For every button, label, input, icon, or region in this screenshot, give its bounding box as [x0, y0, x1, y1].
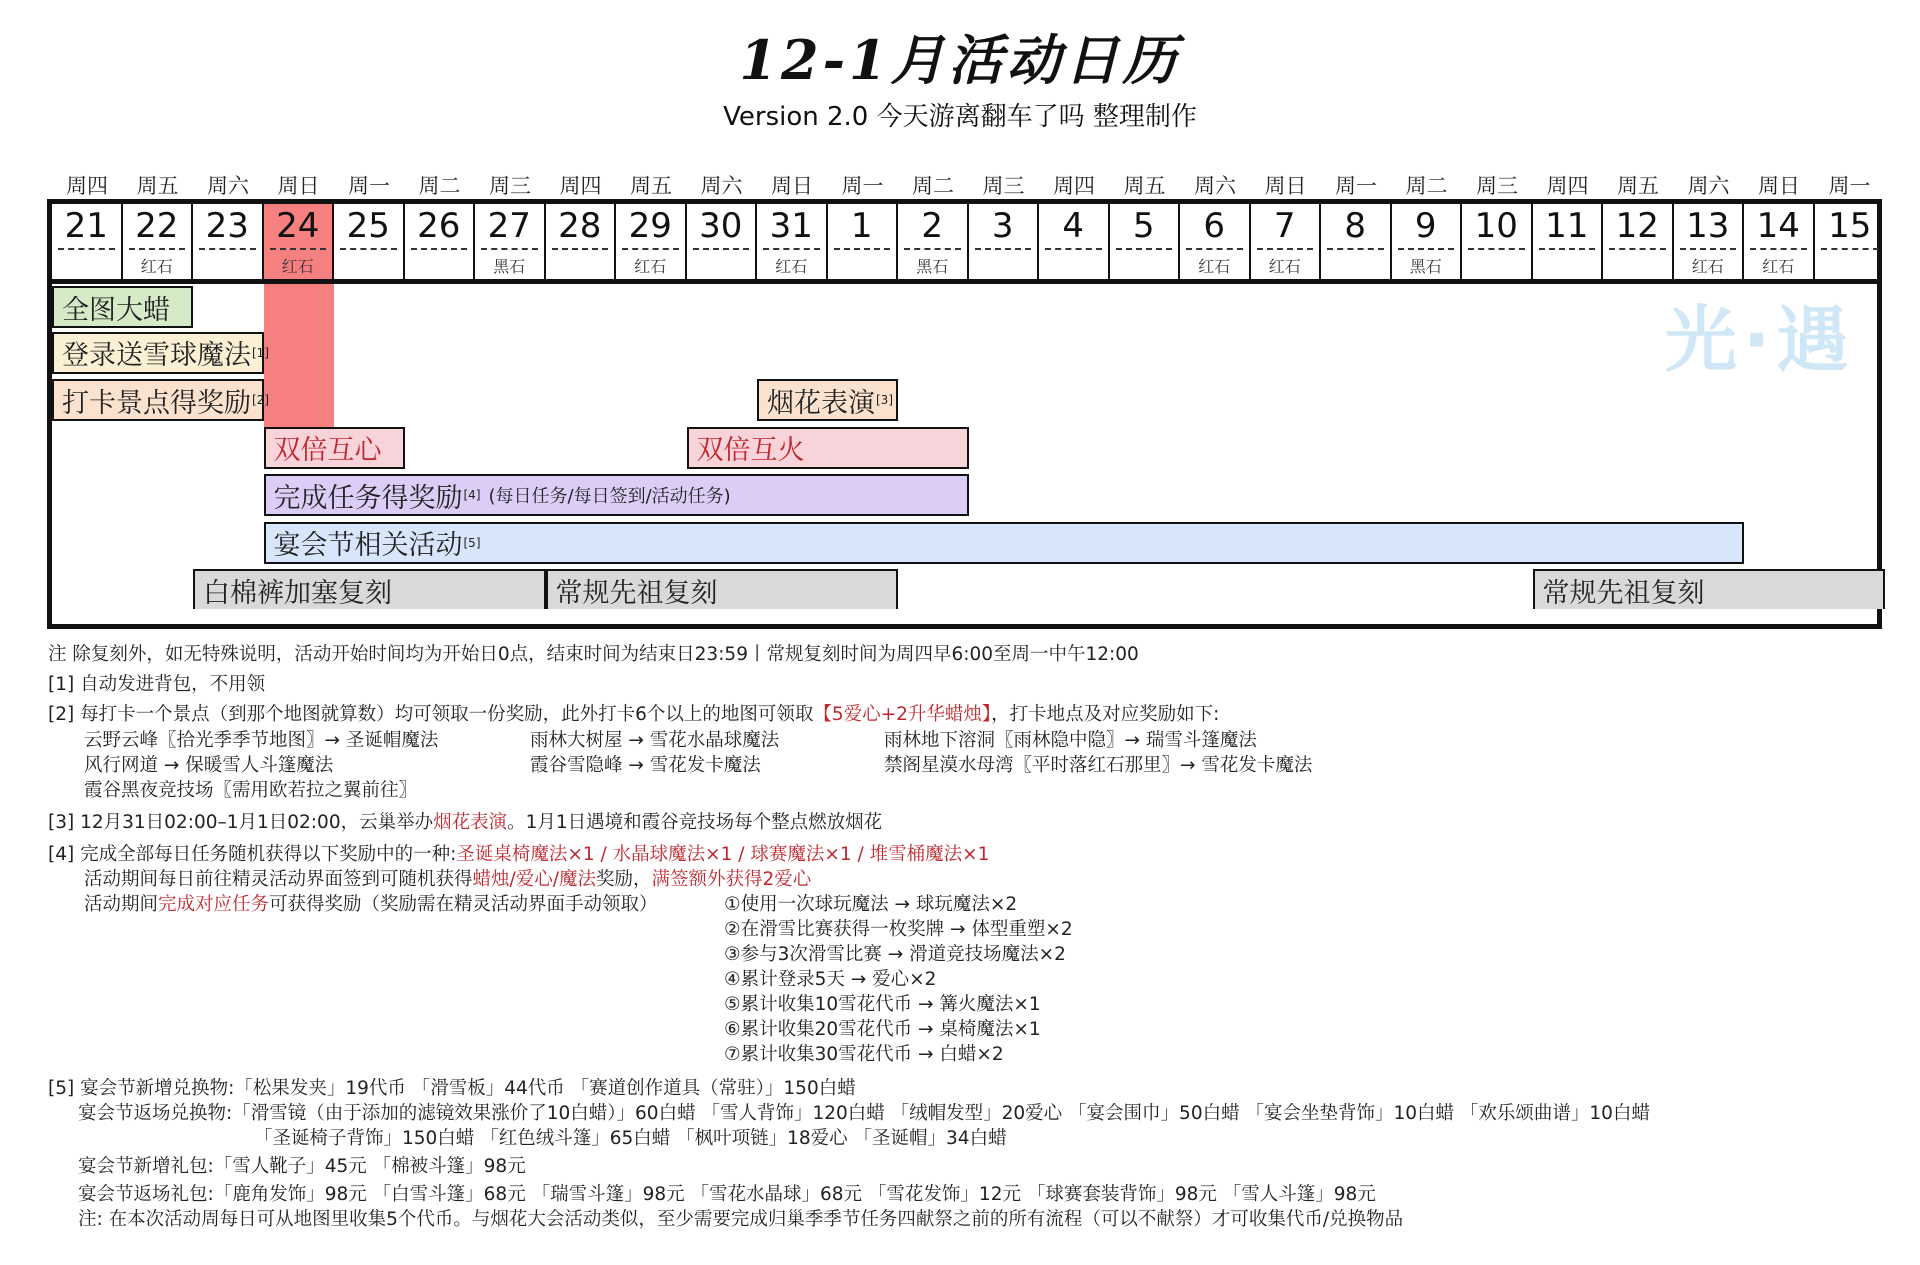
event-bar — [264, 427, 405, 469]
event-label: 常规先祖复刻 — [555, 577, 718, 609]
day-divider — [834, 248, 891, 250]
note-4-prefix: [4] 完成全部每日任务随机获得以下奖励中的一种: — [48, 844, 457, 865]
day-divider — [1750, 248, 1807, 250]
task-item: ③参与3次滑雪比赛 → 滑道竞技场魔法×2 — [724, 944, 1066, 965]
day-divider — [1045, 248, 1102, 250]
day-divider — [199, 248, 256, 250]
note-4-line3-suffix: 可获得奖励（奖励需在精灵活动界面手动领取） — [269, 894, 658, 915]
day-number: 11 — [1545, 206, 1589, 246]
note-5-line: 注: 在本次活动周每日可从地图里收集5个代币。与烟花大会活动类似，至少需要完成归巢季季节任务四献祭之前的所有流程（可以不献祭）才可收集代币/兑换物品 — [78, 1209, 1404, 1230]
event-label: 双倍互心 — [273, 435, 382, 466]
day-divider — [411, 248, 468, 250]
day-number: 26 — [417, 206, 461, 246]
day-number: 30 — [699, 206, 743, 246]
weekday-label: 周日 — [1758, 174, 1800, 198]
watermark-logo: 光·遇 — [1665, 298, 1855, 382]
event-label: 登录送雪球魔法 — [62, 340, 251, 371]
event-bar — [687, 427, 969, 469]
weekday-label: 周四 — [559, 174, 602, 198]
day-number: 4 — [1062, 206, 1085, 246]
task-item: ②在滑雪比赛获得一枚奖牌 → 体型重塑×2 — [724, 919, 1073, 940]
day-divider — [1257, 248, 1314, 250]
day-cell — [1180, 204, 1251, 279]
day-number: 27 — [487, 206, 531, 246]
day-number: 29 — [628, 206, 672, 246]
note-4-line2-prefix: 活动期间每日前往精灵活动界面签到可随机获得 — [84, 869, 473, 890]
day-number: 31 — [769, 206, 813, 246]
weekday-label: 周二 — [912, 174, 954, 198]
day-cell — [1110, 204, 1181, 279]
weekday-label: 周三 — [1476, 174, 1518, 198]
event-label: 白棉裤加塞复刻 — [203, 577, 392, 609]
note-5-line: [5] 宴会节新增兑换物:「松果发夹」19代币 「滑雪板」44代币 「赛道创作道具（常驻）」150白蜡 — [48, 1078, 856, 1099]
weekday-label: 周日 — [277, 174, 320, 198]
note-2-item: 云野云峰〖拾光季季节地图〗→ 圣诞帽魔法 — [84, 730, 439, 751]
day-cell — [1533, 204, 1604, 279]
day-number: 14 — [1756, 206, 1800, 246]
day-cell — [757, 204, 828, 279]
weekday-label: 周日 — [1264, 174, 1307, 198]
day-cell — [1321, 204, 1392, 279]
note-2-item: 雨林地下溶洞〖雨林隐中隐〗→ 瑞雪斗篷魔法 — [884, 730, 1257, 751]
day-cell — [334, 204, 405, 279]
day-cell — [123, 204, 194, 279]
event-label: 完成任务得奖励 — [273, 482, 463, 514]
day-cell — [1462, 204, 1533, 279]
task-item: ④累计登录5天 → 爱心×2 — [724, 969, 937, 990]
event-label: 打卡景点得奖励 — [62, 387, 251, 419]
task-item: ⑤累计收集10雪花代币 → 篝火魔法×1 — [724, 994, 1041, 1015]
day-cell — [1674, 204, 1745, 279]
note-4-line2 — [84, 867, 811, 892]
day-cell — [405, 204, 476, 279]
event-bar — [193, 569, 546, 609]
day-cell — [475, 204, 546, 279]
note-2-suffix: ，打卡地点及对应奖励如下: — [991, 704, 1220, 725]
event-bar — [52, 286, 193, 328]
day-divider — [975, 248, 1032, 250]
day-number: 21 — [64, 206, 108, 246]
event-footnote-ref: [4] — [463, 488, 481, 502]
note-4-line3-highlight: 完成对应任务 — [158, 894, 270, 915]
note-4-line2-mid: 奖励， — [595, 869, 652, 890]
day-number: 12 — [1615, 206, 1659, 246]
event-bar — [546, 569, 899, 609]
day-number: 25 — [346, 206, 390, 246]
weekday-label: 周三 — [982, 174, 1025, 198]
note-general: 注 除复刻外，如无特殊说明，活动开始时间均为开始日0点，结束时间为结束日23:59丨常规复刻时间为周四早6:00至周一中午12:00 — [48, 644, 1139, 665]
day-divider — [1609, 248, 1666, 250]
event-bar — [1533, 569, 1886, 609]
weekday-label: 周二 — [418, 174, 461, 198]
header-divider — [52, 279, 1877, 284]
event-bar — [52, 332, 269, 374]
day-cell — [1603, 204, 1674, 279]
note-3-prefix: [3] 12月31日02:00–1月1日02:00，云巢举办 — [48, 812, 434, 833]
day-number: 5 — [1132, 206, 1155, 246]
weekday-label: 周六 — [207, 174, 249, 198]
day-number: 3 — [991, 206, 1014, 246]
day-number: 23 — [205, 206, 249, 246]
day-note: 黑石 — [1409, 257, 1442, 276]
day-note: 红石 — [1198, 257, 1231, 276]
day-number: 10 — [1474, 206, 1518, 246]
day-divider — [1327, 248, 1384, 250]
note-3-highlight: 烟花表演 — [433, 812, 508, 833]
note-4-line3 — [84, 892, 658, 917]
note-4-highlight: 圣诞桌椅魔法×1 / 水晶球魔法×1 / 球赛魔法×1 / 堆雪桶魔法×1 — [456, 844, 990, 865]
day-divider — [481, 248, 538, 250]
day-cell — [1039, 204, 1110, 279]
day-note: 黑石 — [916, 257, 949, 276]
day-divider — [552, 248, 609, 250]
day-divider — [904, 248, 961, 250]
day-cell — [898, 204, 969, 279]
event-label: 宴会节相关活动 — [273, 530, 463, 561]
note-5-line: 「圣诞椅子背饰」150白蜡 「红色绒斗篷」65白蜡 「枫叶项链」18爱心 「圣诞帽」34白蜡 — [254, 1128, 1007, 1149]
note-5-line: 宴会节返场礼包:「鹿角发饰」98元 「白雪斗篷」68元 「瑞雪斗篷」98元 「雪花水晶球」68元 「雪花发饰」12元 「球赛套装背饰」98元 「雪人斗篷」98元 — [78, 1184, 1376, 1205]
day-note: 黑石 — [493, 257, 526, 276]
day-number: 2 — [921, 206, 944, 246]
event-label: 全图大蜡 — [62, 294, 170, 326]
task-item: ⑥累计收集20雪花代币 → 桌椅魔法×1 — [724, 1019, 1041, 1040]
weekday-label: 周一 — [841, 174, 884, 198]
event-bar — [264, 522, 1745, 564]
day-number: 22 — [135, 206, 179, 246]
note-2-item: 雨林大树屋 → 雪花水晶球魔法 — [530, 730, 780, 751]
day-cell — [969, 204, 1040, 279]
task-item: ⑦累计收集30雪花代币 → 白蜡×2 — [724, 1044, 1004, 1065]
day-cell — [52, 204, 123, 279]
event-label: 烟花表演 — [767, 387, 875, 419]
day-number: 6 — [1203, 206, 1226, 246]
event-footnote-ref: [1] — [252, 345, 269, 360]
day-cell — [828, 204, 899, 279]
weekday-label: 周一 — [348, 174, 390, 198]
event-extra: (每日任务/每日签到/活动任务) — [488, 486, 731, 507]
day-divider — [1186, 248, 1243, 250]
weekday-label: 周三 — [489, 174, 531, 198]
weekday-label: 周六 — [700, 174, 743, 198]
day-cell — [264, 204, 335, 279]
note-2-prefix: [2] 每打卡一个景点（到那个地图就算数）均可领取一份奖励，此外打卡6个以上的地图可领取 — [48, 704, 814, 725]
note-2-item: 禁阁星漠水母湾〖平时落红石那里〗→ 雪花发卡魔法 — [884, 755, 1313, 776]
task-item: ①使用一次球玩魔法 → 球玩魔法×2 — [724, 894, 1018, 915]
day-number: 24 — [276, 206, 320, 246]
event-bar — [52, 379, 269, 421]
day-cell — [616, 204, 687, 279]
event-label: 双倍互火 — [696, 435, 805, 466]
day-cell — [193, 204, 264, 279]
day-number: 7 — [1273, 206, 1296, 246]
day-number: 15 — [1828, 206, 1872, 246]
day-divider — [1539, 248, 1596, 250]
note-3 — [48, 810, 882, 835]
note-4-line1 — [48, 842, 989, 867]
event-bar — [757, 379, 898, 421]
weekday-label: 周一 — [1828, 174, 1871, 198]
event-bar — [264, 474, 969, 516]
note-2-item: 风行网道 → 保暖雪人斗篷魔法 — [84, 755, 334, 776]
event-footnote-ref: [5] — [463, 535, 481, 550]
day-cell — [1392, 204, 1463, 279]
day-number: 1 — [850, 206, 873, 246]
day-divider — [1821, 248, 1880, 250]
weekday-label: 周五 — [1123, 174, 1166, 198]
day-note: 红石 — [634, 257, 667, 276]
day-divider — [763, 248, 820, 250]
day-cell — [1815, 204, 1886, 279]
day-divider — [693, 248, 750, 250]
day-number: 8 — [1344, 206, 1367, 246]
note-3-suffix: 。1月1日遇境和霞谷竞技场每个整点燃放烟花 — [507, 812, 883, 833]
note-2 — [48, 702, 1219, 727]
day-divider — [1680, 248, 1737, 250]
day-divider — [270, 248, 327, 250]
weekday-label: 周五 — [1617, 174, 1659, 198]
page-title: 12-1月活动日历 — [739, 28, 1181, 92]
day-note: 红石 — [775, 257, 808, 276]
note-5-line: 宴会节新增礼包:「雪人靴子」45元 「棉被斗篷」98元 — [78, 1156, 526, 1177]
note-4-line2-highlight: 蜡烛/爱心/魔法 — [472, 869, 596, 890]
day-note: 红石 — [1691, 257, 1724, 276]
weekday-label: 周四 — [1546, 174, 1589, 198]
day-divider — [1398, 248, 1455, 250]
day-divider — [58, 248, 115, 250]
note-2-item: 霞谷雪隐峰 → 雪花发卡魔法 — [530, 755, 761, 776]
day-divider — [622, 248, 679, 250]
note-5-line: 宴会节返场兑换物:「滑雪镜（由于添加的滤镜效果涨价了10白蜡）」60白蜡 「雪人背饰」120白蜡 「绒帽发型」20爱心 「宴会围巾」50白蜡 「宴会坐垫背饰」10白蜡 「欢乐颂曲谱」10白蜡 — [78, 1103, 1650, 1124]
day-divider — [1468, 248, 1525, 250]
page-subtitle: Version 2.0 今天游离翻车了吗 整理制作 — [723, 102, 1197, 132]
day-cell — [687, 204, 758, 279]
weekday-label: 周四 — [1053, 174, 1095, 198]
day-divider — [340, 248, 397, 250]
note-2-highlight: 【5爱心+2升华蜡烛】 — [813, 704, 992, 725]
day-number: 9 — [1414, 206, 1437, 246]
day-divider — [129, 248, 186, 250]
event-label: 常规先祖复刻 — [1542, 577, 1705, 609]
day-note: 红石 — [1268, 257, 1301, 276]
event-footnote-ref: [3] — [876, 393, 893, 407]
day-cell — [1251, 204, 1322, 279]
weekday-label: 周二 — [1405, 174, 1448, 198]
weekday-label: 周日 — [771, 174, 813, 198]
weekday-label: 周五 — [630, 174, 672, 198]
day-note: 红石 — [1762, 257, 1795, 276]
weekday-label: 周六 — [1194, 174, 1236, 198]
day-number: 13 — [1686, 206, 1730, 246]
note-4-line2-highlight-2: 满签额外获得2爱心 — [651, 869, 812, 890]
weekday-label: 周四 — [66, 174, 108, 198]
day-note: 红石 — [281, 257, 314, 276]
note-2-item: 霞谷黑夜竞技场〖需用欧若拉之翼前往〗 — [84, 780, 418, 801]
event-footnote-ref: [2] — [252, 393, 269, 407]
day-cell — [1744, 204, 1815, 279]
note-1: [1] 自动发进背包，不用领 — [48, 674, 266, 695]
note-4-line3-prefix: 活动期间 — [84, 894, 159, 915]
weekday-label: 周六 — [1687, 174, 1730, 198]
day-note: 红石 — [140, 257, 173, 276]
weekday-label: 周一 — [1335, 174, 1377, 198]
day-divider — [1116, 248, 1173, 250]
day-number: 28 — [558, 206, 602, 246]
day-cell — [546, 204, 617, 279]
weekday-label: 周五 — [136, 174, 179, 198]
